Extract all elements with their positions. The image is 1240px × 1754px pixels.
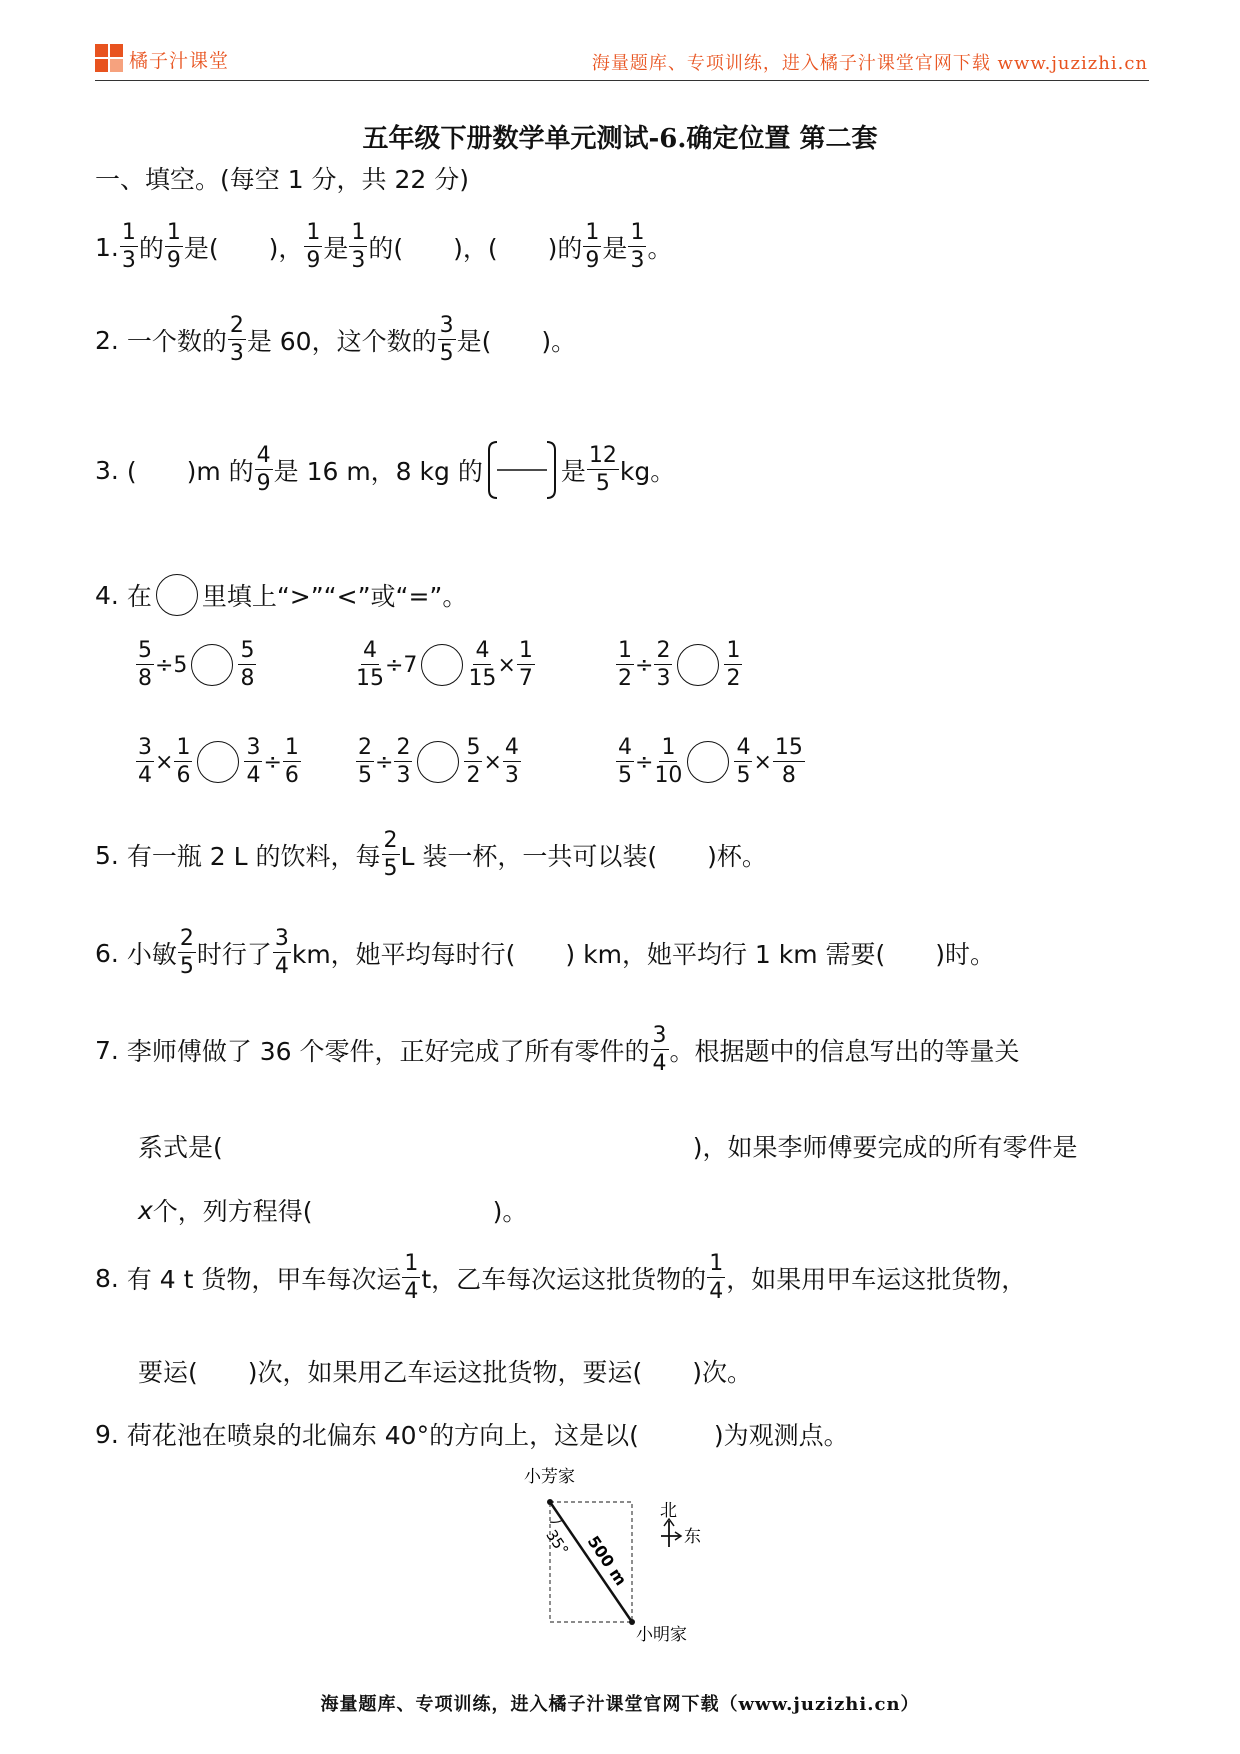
question-number: 5. (95, 840, 119, 870)
fraction: $\frac{5}{8}$ (138, 638, 152, 691)
header-slogan: 海量题库、专项训练，进入橘子汁课堂官网下载 www.juzizhi.cn (591, 53, 1148, 74)
question-number: 4. (95, 580, 119, 610)
fraction: $\frac{2}{5}$ (383, 828, 398, 881)
fraction: $\frac{4}{15}$ (468, 638, 497, 691)
question-number: 6. (95, 938, 119, 968)
question-text: )，如果李师傅要完成的所有零件是 (692, 1133, 1078, 1162)
fraction: $\frac{1}{3}$ (630, 220, 645, 273)
operator: ÷ (635, 749, 654, 775)
logo-icon (95, 44, 125, 74)
question-text: 是 (602, 234, 628, 263)
question-text: 时行了 (196, 940, 272, 969)
fraction: $\frac{2}{3}$ (656, 638, 671, 691)
page-title: 五年级下册数学单元测试-6.确定位置 第二套 (362, 124, 878, 154)
question-7-line-3 (138, 1192, 527, 1228)
fraction: $\frac{3}{4}$ (138, 735, 152, 788)
question-text: 里填上“>”“<”或“=”。 (201, 582, 468, 611)
fraction: $\frac{3}{4}$ (274, 926, 289, 979)
question-text: kg。 (619, 457, 676, 486)
blank-fraction-box[interactable] (487, 440, 557, 500)
comparison-item (615, 737, 806, 787)
question-text: km，她平均每时行( ) km，她平均行 1 km 需要( )时。 (291, 940, 996, 969)
answer-circle[interactable] (421, 644, 463, 686)
question-number: 8. (95, 1263, 119, 1293)
fraction: $\frac{2}{5}$ (358, 735, 372, 788)
question-text: 在 (126, 582, 152, 611)
fraction: $\frac{2}{3}$ (229, 313, 244, 366)
question-text: 一个数的 (126, 327, 227, 356)
question-text: 是 16 m，8 kg 的 (273, 457, 483, 486)
question-text: t，乙车每次运这批货物的 (421, 1265, 707, 1294)
end-point (629, 1619, 635, 1625)
fraction: $\frac{4}{3}$ (504, 735, 519, 788)
question-text: 是( )， (183, 234, 304, 263)
fraction: $\frac{1}{9}$ (585, 220, 600, 273)
answer-circle[interactable] (677, 644, 719, 686)
fraction: $\frac{1}{2}$ (726, 638, 741, 691)
operator: ÷ (635, 652, 654, 678)
question-text: 是 (323, 234, 349, 263)
question-text: 荷花池在喷泉的北偏东 40°的方向上，这是以( )为观测点。 (126, 1421, 849, 1450)
comparison-item (135, 640, 257, 690)
question-2 (95, 315, 576, 365)
fraction: $\frac{5}{2}$ (466, 735, 481, 788)
operator: ÷ (375, 749, 394, 775)
operator: ÷ (263, 749, 282, 775)
header-divider (95, 80, 1149, 81)
variable-x: x (138, 1195, 153, 1225)
fraction: $\frac{2}{5}$ (179, 926, 194, 979)
question-text: )。 (492, 1197, 528, 1226)
operator: × (753, 749, 772, 775)
question-7 (95, 1025, 1020, 1075)
section-heading (95, 160, 469, 196)
footer-slogan: 海量题库、专项训练，进入橘子汁课堂官网下载（www.juzizhi.cn） (320, 1694, 920, 1715)
fraction: $\frac{4}{9}$ (256, 443, 271, 496)
question-text: 个，列方程得( (152, 1197, 313, 1226)
comparison-item (615, 640, 743, 690)
fraction: $\frac{1}{7}$ (518, 638, 533, 691)
start-point (547, 1499, 553, 1505)
angle-arc (550, 1520, 563, 1522)
answer-circle[interactable] (191, 644, 233, 686)
question-text: 是( )。 (456, 327, 577, 356)
fraction: $\frac{5}{8}$ (240, 638, 255, 691)
operator: ÷7 (385, 652, 418, 678)
logo-text: 橘子汁课堂 (129, 49, 230, 72)
question-text: 的( )，( )的 (368, 234, 583, 263)
fraction: $\frac{15}{8}$ (774, 735, 803, 788)
question-number: 3. (95, 455, 119, 485)
brand-logo (95, 42, 229, 76)
start-label: 小芳家 (524, 1467, 575, 1487)
question-text: 李师傅做了 36 个零件，正好完成了所有零件的 (126, 1037, 650, 1066)
fraction: $\frac{1}{3}$ (121, 220, 136, 273)
question-8-line-2 (138, 1353, 752, 1389)
question-text: 系式是( (138, 1133, 223, 1162)
question-6 (95, 928, 995, 978)
end-label: 小明家 (636, 1625, 687, 1645)
question-text: 有一瓶 2 L 的饮料，每 (126, 842, 381, 871)
fraction: $\frac{12}{5}$ (588, 443, 617, 496)
fraction: $\frac{1}{4}$ (404, 1251, 419, 1304)
comparison-item (135, 737, 302, 787)
answer-circle[interactable] (417, 741, 459, 783)
question-5 (95, 830, 767, 880)
question-text: L 装一杯，一共可以装( )杯。 (400, 842, 767, 871)
fraction: $\frac{4}{15}$ (356, 638, 384, 691)
section-heading-text: 一、填空。(每空 1 分，共 22 分) (95, 165, 470, 194)
answer-circle[interactable] (197, 741, 239, 783)
fraction: $\frac{2}{3}$ (396, 735, 411, 788)
east-label: 东 (684, 1527, 701, 1547)
answer-circle[interactable] (687, 741, 729, 783)
fraction: $\frac{1}{9}$ (306, 220, 321, 273)
question-text: 。根据题中的信息写出的等量关 (669, 1037, 1020, 1066)
question-text: 小敏 (126, 940, 177, 969)
question-number: 7. (95, 1035, 119, 1065)
operator: ÷5 (155, 652, 188, 678)
fraction: $\frac{3}{5}$ (439, 313, 454, 366)
question-text: 要运( )次，如果用乙车运这批货物，要运( )次。 (138, 1358, 753, 1387)
fraction: $\frac{1}{2}$ (618, 638, 632, 691)
question-number: 9. (95, 1419, 119, 1449)
question-text: 的 (138, 234, 164, 263)
fraction: $\frac{1}{9}$ (166, 220, 181, 273)
fraction: $\frac{3}{4}$ (246, 735, 261, 788)
fraction: $\frac{3}{4}$ (652, 1023, 667, 1076)
fraction: $\frac{1}{10}$ (654, 735, 683, 788)
fraction: $\frac{4}{5}$ (618, 735, 632, 788)
fraction: $\frac{1}{6}$ (176, 735, 191, 788)
question-8 (95, 1253, 1026, 1303)
fraction: $\frac{1}{4}$ (709, 1251, 724, 1304)
question-number: 2. (95, 325, 119, 355)
question-7-line-2 (138, 1128, 1078, 1164)
fraction: $\frac{1}{6}$ (284, 735, 299, 788)
question-text: 。 (647, 234, 673, 263)
angle-label: 35° (542, 1526, 573, 1559)
question-4 (95, 574, 467, 616)
question-number: 1. (95, 232, 119, 262)
question-text: ，如果用甲车运这批货物， (726, 1265, 1027, 1294)
direction-diagram (520, 1464, 740, 1650)
comparison-item (355, 737, 522, 787)
question-9 (95, 1416, 849, 1452)
comparison-item (355, 640, 536, 690)
operator: × (497, 652, 516, 678)
fraction: $\frac{1}{3}$ (351, 220, 366, 273)
question-text: ( )m 的 (126, 457, 254, 486)
answer-circle-icon (156, 574, 198, 616)
operator: × (155, 749, 174, 775)
question-text: 是 (560, 457, 586, 486)
question-text: 有 4 t 货物，甲车每次运 (126, 1265, 402, 1294)
distance-label: 500 m (583, 1532, 631, 1590)
question-3 (95, 440, 675, 500)
question-1 (95, 222, 672, 272)
operator: × (483, 749, 502, 775)
north-label: 北 (660, 1501, 677, 1521)
fraction: $\frac{4}{5}$ (736, 735, 751, 788)
question-text: 是 60，这个数的 (246, 327, 437, 356)
